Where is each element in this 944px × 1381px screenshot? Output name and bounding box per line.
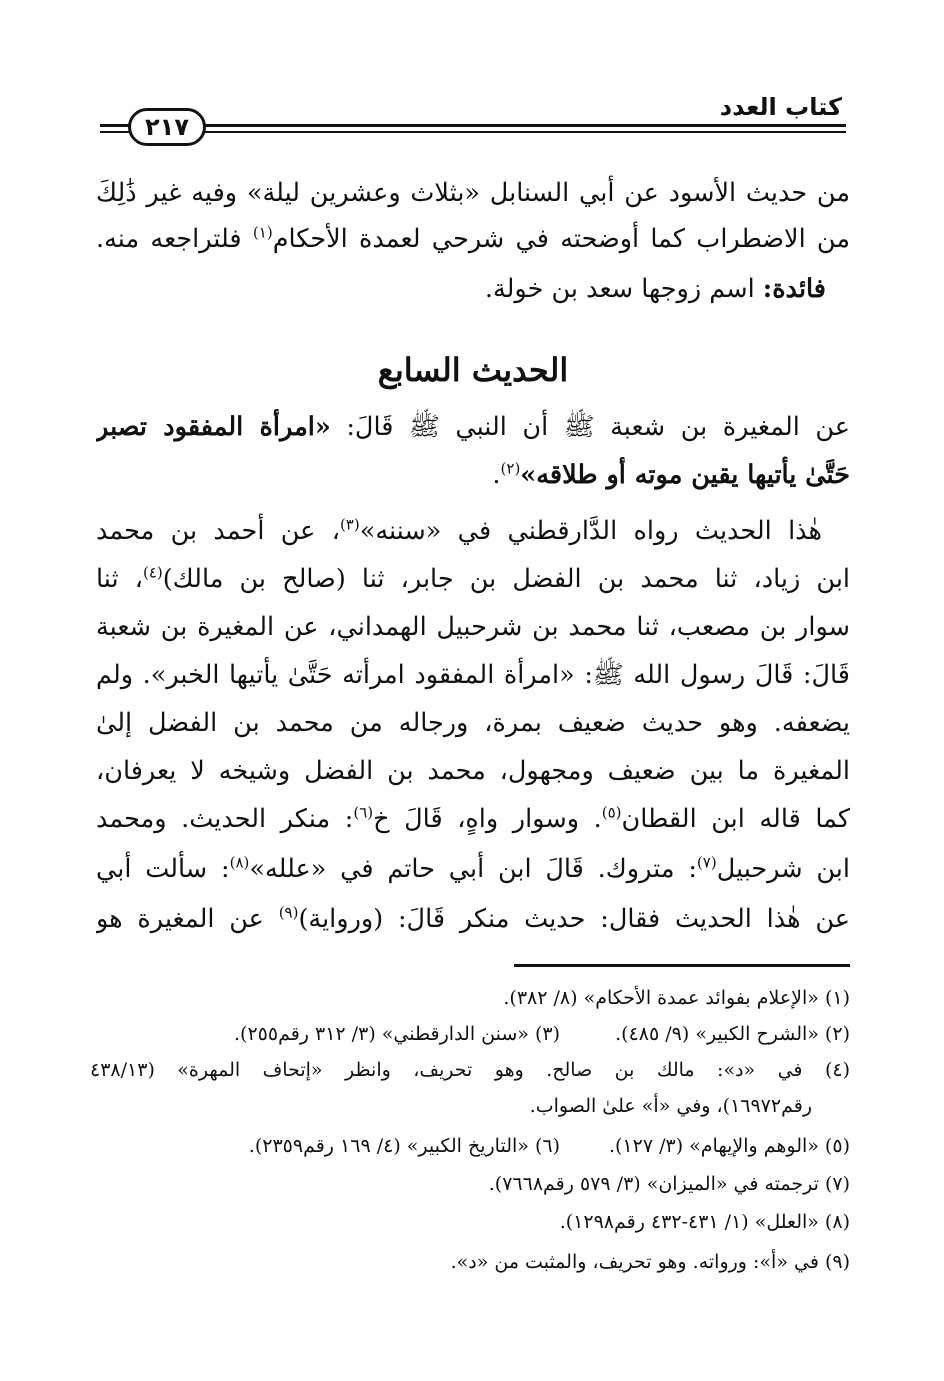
hadith-line-1: عن المغيرة بن شعبة ﷺ أن النبي ﷺ قَالَ: «امرأة المفقود تصبر — [96, 412, 850, 442]
footnote-ref-3: (٣) — [339, 515, 360, 534]
faida-line — [72, 266, 826, 312]
footnote-ref-7: (٧) — [696, 853, 717, 872]
footnote-9: (٩) في «أ»: ورواته. وهو تحريف، والمثبت من «د». — [450, 1251, 850, 1273]
body-line-p3-5: يضعفه. وهو حديث ضعيف بمرة، ورجاله من محمد بن الفضل إلىٰ — [96, 708, 850, 738]
body-line-p3-2: ابن زياد، ثنا محمد بن الفضل بن جابر، ثنا (صالح بن مالك)$^{(٤)}$، ثنا — [96, 563, 850, 594]
footnote-5: (٥) «الوهم والإيهام» (٣/ ١٢٧). — [608, 1135, 850, 1157]
body-line-p3-1: هٰذا الحديث رواه الدَّارقطني في «سننه»$^{(٣)}$، عن أحمد بن محمد — [96, 515, 822, 546]
body-line-2: من الاضطراب كما أوضحته في شرحي لعمدة الأحكام$^{(١)}$ فلتراجعه منه. — [96, 223, 850, 254]
running-head-title: كتاب العدد — [719, 93, 842, 121]
footnote-1: (١) «الإعلام بفوائد عمدة الأحكام» (٨/ ٣٨٢). — [503, 987, 850, 1009]
footnote-ref-4: (٤) — [142, 563, 163, 582]
faida-text: اسم زوجها سعد بن خولة. — [484, 274, 755, 304]
body-line-p3-8: ابن شرحبيل$^{(٧)}$: متروك. قَالَ ابن أبي حاتم في «علله»$^{(٨)}$: سألت أبي — [96, 853, 850, 884]
footnote-ref-6: (٦) — [353, 803, 374, 822]
footnote-row-2-3 — [90, 1016, 850, 1052]
footnote-ref-2: (٢) — [500, 459, 521, 478]
footnote-4-line-2: رقم١٦٩٧٢)، وفي «أ» علىٰ الصواب. — [529, 1095, 812, 1117]
footnote-ref-1: (١) — [252, 223, 273, 242]
faida-label: فائدة: — [762, 274, 826, 304]
hadith-line-2: حَتَّىٰ يأتيها يقين موته أو طلاقه»$^{(٢)}$. — [492, 459, 850, 490]
footnote-6: (٦) «التاريخ الكبير» (٤/ ١٦٩ رقم٢٣٥٩). — [248, 1135, 560, 1157]
footnote-2: (٢) «الشرح الكبير» (٩/ ٤٨٥). — [615, 1023, 850, 1045]
section-heading: الحديث السابع — [377, 351, 569, 389]
page-number: ٢١٧ — [128, 108, 206, 146]
footnote-ref-9: (٩) — [278, 903, 299, 922]
body-line-p3-9: عن هٰذا الحديث فقال: حديث منكر قَالَ: (ورواية)$^{(٩)}$ عن المغيرة هو — [96, 903, 850, 934]
footnote-4-line-1: (٤) في «د»: مالك بن صالح. وهو تحريف، وانظر «إتحاف المهرة» (٤٣٨/١٣ — [90, 1059, 850, 1081]
body-line-p3-6: المغيرة ما بين ضعيف ومجهول، محمد بن الفضل وشيخه لا يعرفان، — [96, 756, 850, 786]
body-line-p3-3: سوار بن مصعب، ثنا محمد بن شرحبيل الهمداني، عن المغيرة بن شعبة — [96, 612, 850, 642]
header-rule-bottom — [100, 131, 846, 133]
footnote-ref-8: (٨) — [229, 853, 250, 872]
header-rule-top — [100, 124, 846, 127]
footnote-3: (٣) «سنن الدارقطني» (٣/ ٣١٢ رقم٢٥٥). — [233, 1023, 560, 1045]
footnote-8: (٨) «العلل» (١/ ٤٣١-٤٣٢ رقم١٢٩٨). — [559, 1211, 850, 1233]
footnote-row-5-6 — [90, 1128, 850, 1164]
body-line-p3-4: قَالَ: قَالَ رسول الله ﷺ: «امرأة المفقود امرأته حَتَّىٰ يأتيها الخبر». ولم — [96, 660, 850, 690]
body-line-p3-7: كما قاله ابن القطان$^{(٥)}$. وسوار واهٍ، قَالَ خ$^{(٦)}$: منكر الحديث. ومحمد — [96, 803, 850, 834]
body-line-1: من حديث الأسود عن أبي السنابل «بثلاث وعشرين ليلة» وفيه غير ذَٰلِكَ — [96, 178, 850, 208]
footnote-separator — [514, 964, 850, 967]
footnote-7: (٧) ترجمته في «الميزان» (٣/ ٥٧٩ رقم٧٦٦٨). — [488, 1173, 850, 1195]
footnote-ref-5: (٥) — [601, 803, 622, 822]
